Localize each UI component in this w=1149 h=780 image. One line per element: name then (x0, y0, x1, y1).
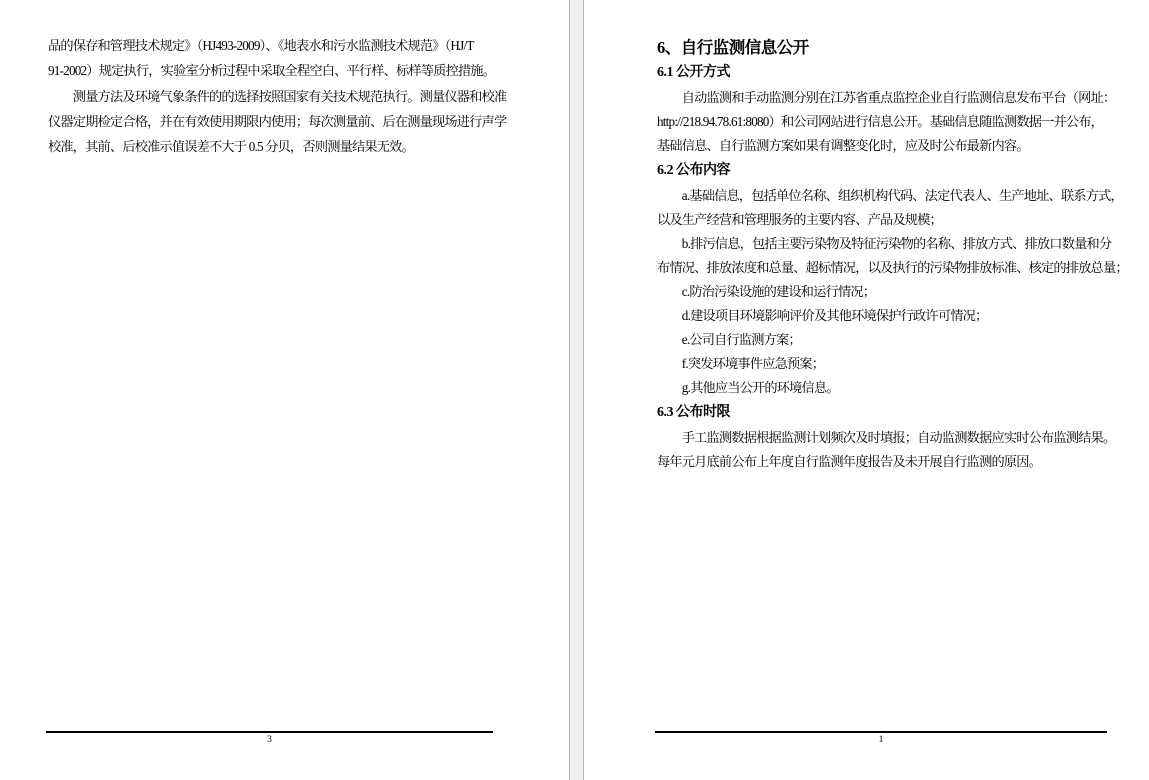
text-line: http://218.94.78.61:8080）和公司网站进行信息公开。基础信息随监测数据一并公布， (657, 114, 1104, 129)
text-line: 自动监测和手动监测分别在江苏省重点监控企业自行监测信息发布平台（网址： (657, 90, 1116, 105)
page-right-footer-rule (655, 731, 1107, 733)
text-line: 仪器定期检定合格，并在有效使用期限内使用；每次测量前、后在测量现场进行声学 (48, 113, 507, 129)
text-line: 基础信息、自行监测方案如果有调整变化时，应及时公布最新内容。 (657, 138, 1029, 153)
section-heading: 6.3 公布时限 (657, 405, 730, 420)
text-line: d.建设项目环境影响评价及其他环境保护行政许可情况； (657, 308, 988, 323)
page-gap-divider (569, 0, 584, 780)
text-line: c.防治污染设施的建设和运行情况； (657, 284, 876, 299)
page-left-content (48, 33, 508, 159)
section-heading: 6.1 公开方式 (657, 65, 730, 80)
text-line: f.突发环境事件应急预案； (657, 356, 825, 371)
section-heading: 6.2 公布内容 (657, 163, 730, 178)
text-line: 测量方法及环境气象条件的的选择按照国家有关技术规范执行。测量仪器和校准 (48, 88, 507, 104)
text-line: 每年元月底前公布上年度自行监测年度报告及未开展自行监测的原因。 (657, 454, 1042, 469)
text-line: 校准，其前、后校准示值误差不大于 0.5 分贝，否则测量结果无效。 (48, 139, 414, 155)
text-line: b.排污信息，包括主要污染物及特征污染物的名称、排放方式、排放口数量和分 (657, 236, 1112, 251)
text-line: e.公司自行监测方案； (657, 332, 801, 347)
page-left-footer-rule (46, 731, 493, 733)
text-line: 品的保存和管理技术规定》（HJ493-2009）、《地表水和污水监测技术规范》（HJ/T (48, 38, 474, 53)
text-line: g.其他应当公开的环境信息。 (657, 380, 839, 395)
text-line: a.基础信息，包括单位名称、组织机构代码、法定代表人、生产地址、联系方式， (657, 188, 1123, 203)
text-line: 以及生产经营和管理服务的主要内容、产品及规模； (657, 212, 942, 227)
text-line: 91-2002）规定执行，实验室分析过程中采取全程空白、平行样、标样等质控措施。 (48, 63, 496, 79)
page-right (584, 0, 1149, 780)
page-left (0, 0, 569, 780)
text-line: 手工监测数据根据监测计划频次及时填报；自动监测数据应实时公布监测结果。 (657, 430, 1116, 445)
page-right-number: 1 (878, 735, 884, 745)
text-line: 布情况、排放浓度和总量、超标情况，以及执行的污染物排放标准、核定的排放总量； (657, 260, 1128, 275)
page-right-content (657, 36, 1128, 474)
page-left-number: 3 (267, 735, 272, 745)
section-heading: 6、自行监测信息公开 (657, 38, 809, 57)
